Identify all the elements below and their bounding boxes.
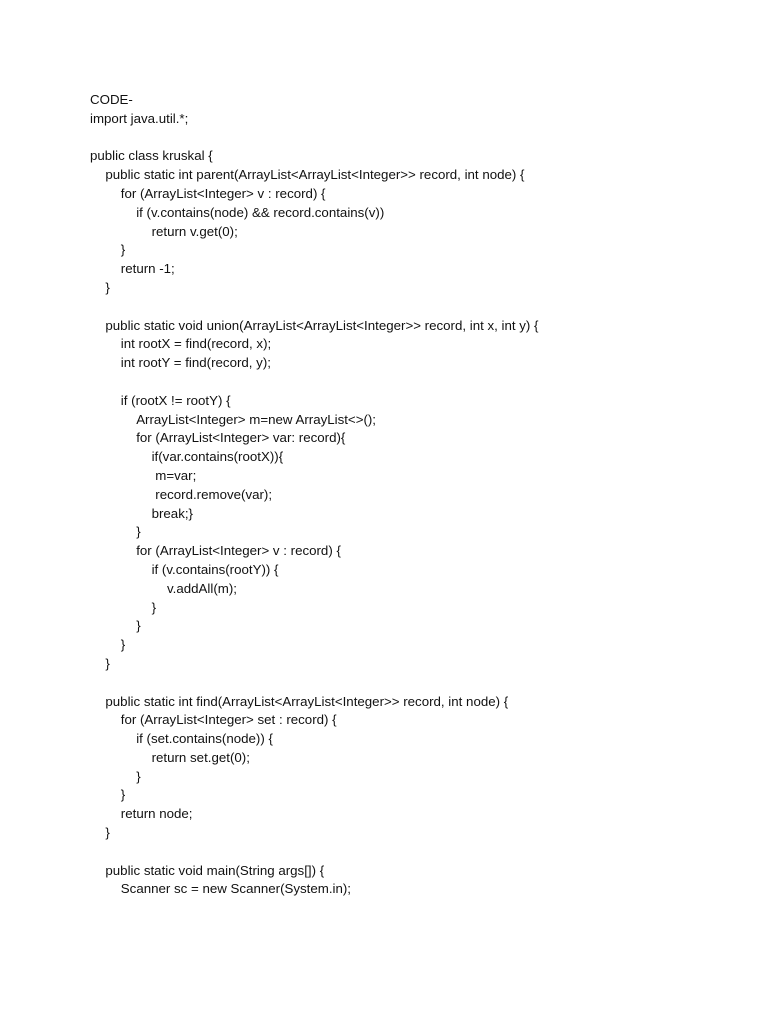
code-line: CODE- xyxy=(90,92,133,107)
code-line: break;} xyxy=(151,505,193,521)
code-line: if (rootX != rootY) { xyxy=(120,392,231,408)
code-line: public static int parent(ArrayList<ArrayList<Integer>> record, int node) { xyxy=(105,167,525,183)
code-line: v.addAll(m); xyxy=(167,580,237,596)
code-line: Scanner sc = new Scanner(System.in); xyxy=(120,881,352,897)
blank-line xyxy=(90,373,730,392)
code-line: for (ArrayList<Integer> v : record) { xyxy=(120,185,326,201)
code-line: return v.get(0); xyxy=(151,223,238,239)
code-line: if (v.contains(rootY)) { xyxy=(151,561,279,577)
code-line: if (set.contains(node)) { xyxy=(136,731,273,747)
code-line: public static void union(ArrayList<ArrayList<Integer>> record, int x, int y) { xyxy=(105,317,539,333)
code-line: int rootY = find(record, y); xyxy=(120,355,271,371)
code-line: return node; xyxy=(120,806,193,822)
blank-line xyxy=(90,674,730,693)
code-line: if(var.contains(rootX)){ xyxy=(151,449,284,465)
code-line: public static int find(ArrayList<ArrayList<Integer>> record, int node) { xyxy=(105,693,509,709)
code-line: record.remove(var); xyxy=(151,486,273,502)
blank-line xyxy=(90,129,730,148)
code-line: m=var; xyxy=(151,467,197,483)
code-line: } xyxy=(120,787,126,803)
blank-line xyxy=(90,843,730,862)
code-line: } xyxy=(120,242,126,258)
code-line: } xyxy=(105,825,110,841)
code-line: if (v.contains(node) && record.contains(v)) xyxy=(136,204,385,220)
code-line: int rootX = find(record, x); xyxy=(120,336,272,352)
code-line: } xyxy=(105,279,110,295)
code-line: } xyxy=(105,655,110,671)
code-line: for (ArrayList<Integer> var: record){ xyxy=(136,430,346,446)
code-line: return set.get(0); xyxy=(151,749,250,765)
code-line: public class kruskal { xyxy=(90,148,213,164)
code-line: } xyxy=(136,524,141,540)
code-line: } xyxy=(120,637,126,653)
code-line: return -1; xyxy=(120,261,175,277)
code-line: } xyxy=(151,599,157,615)
blank-line xyxy=(90,298,730,317)
code-listing xyxy=(90,91,730,899)
code-line: ArrayList<Integer> m=new ArrayList<>(); xyxy=(136,411,377,427)
code-line: for (ArrayList<Integer> set : record) { xyxy=(120,712,337,728)
code-line: } xyxy=(136,768,141,784)
code-line: for (ArrayList<Integer> v : record) { xyxy=(136,543,341,559)
code-line: import java.util.*; xyxy=(90,110,189,126)
code-line: } xyxy=(136,618,141,634)
code-line: public static void main(String args[]) { xyxy=(105,862,325,878)
